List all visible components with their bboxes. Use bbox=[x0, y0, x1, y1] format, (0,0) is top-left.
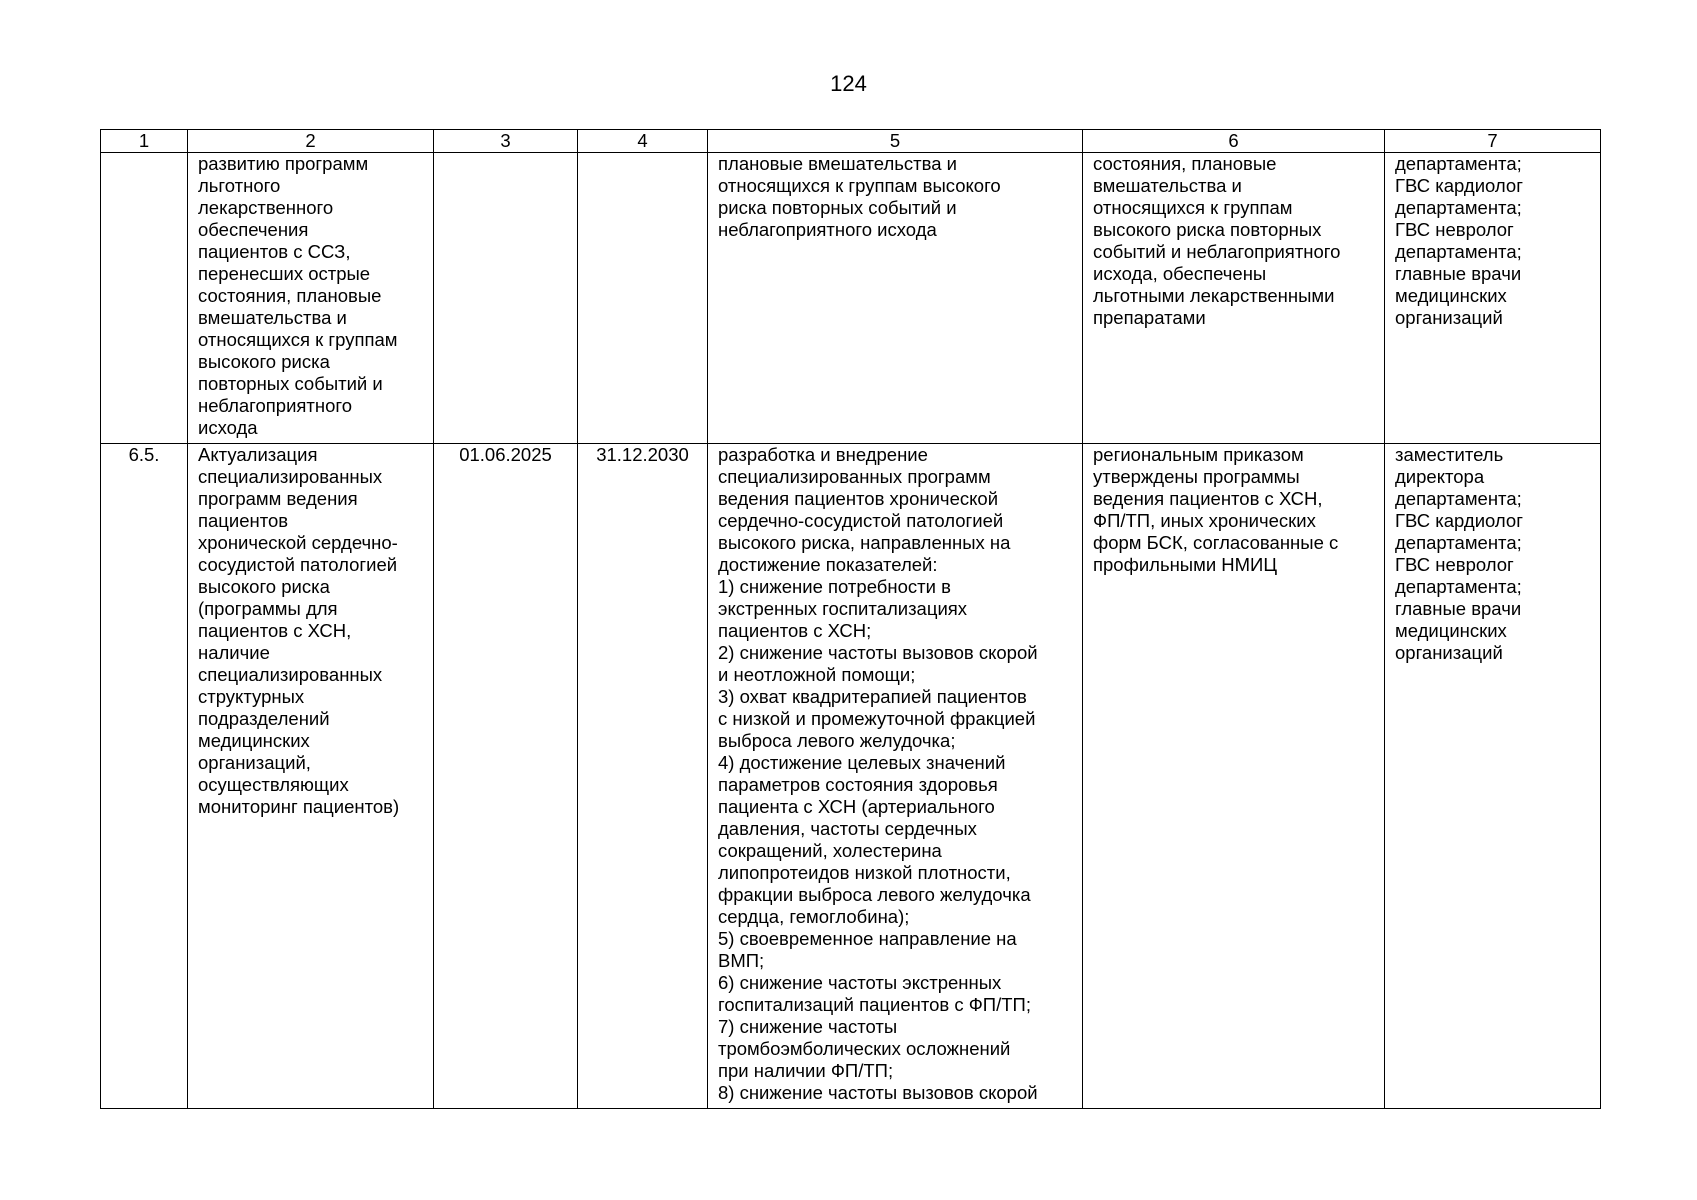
responsible-cell: заместитель директора департамента; ГВС кардиолог департамента; ГВС невролог департамента; главные врачи медицинских организаций bbox=[1385, 444, 1601, 1109]
measure-name-cell: развитию программ льготного лекарственного обеспечения пациентов с ССЗ, перенесших острые состояния, плановые вмешательства и относящихся к группам высокого риска повторных событий и неблагоприятного исхода bbox=[188, 153, 434, 444]
result-cell: региональным приказом утверждены программы ведения пациентов с ХСН, ФП/ТП, иных хронических форм БСК, согласованные с профильными НМИЦ bbox=[1083, 444, 1385, 1109]
column-header: 1 bbox=[101, 130, 188, 153]
table-row bbox=[101, 153, 1601, 444]
end-date-cell bbox=[578, 153, 708, 444]
column-header: 6 bbox=[1083, 130, 1385, 153]
description-cell: плановые вмешательства и относящихся к группам высокого риска повторных событий и неблагоприятного исхода bbox=[708, 153, 1083, 444]
page-number: 124 bbox=[830, 71, 867, 96]
result-cell: состояния, плановые вмешательства и относящихся к группам высокого риска повторных событий и неблагоприятного исхода, обеспечены льготными лекарственными препаратами bbox=[1083, 153, 1385, 444]
column-header: 7 bbox=[1385, 130, 1601, 153]
measure-name-cell: Актуализация специализированных программ ведения пациентов хронической сердечно- сосудистой патологией высокого риска (программы для пациентов с ХСН, наличие специализированных структурных подразделений медицинских организаций, осуществляющих мониторинг пациентов) bbox=[188, 444, 434, 1109]
description-cell: разработка и внедрение специализированных программ ведения пациентов хронической сердечно-сосудистой патологией высокого риска, направленных на достижение показателей: 1) снижение потребности в экстренных госпитализациях пациентов с ХСН; 2) снижение частоты вызовов скорой и неотложной помощи; 3) охват квадритерапией пациентов с низкой и промежуточной фракцией выброса левого желудочка; 4) достижение целевых значений параметров состояния здоровья пациента с ХСН (артериального давления, частоты сердечных сокращений, холестерина липопротеидов низкой плотности, фракции выброса левого желудочка сердца, гемоглобина); 5) своевременное направление на ВМП; 6) снижение частоты экстренных госпитализаций пациентов с ФП/ТП; 7) снижение частоты тромбоэмболических осложнений при наличии ФП/ТП; 8) снижение частоты вызовов скорой bbox=[708, 444, 1083, 1109]
start-date-cell bbox=[434, 153, 578, 444]
column-header: 4 bbox=[578, 130, 708, 153]
column-header: 5 bbox=[708, 130, 1083, 153]
column-header: 3 bbox=[434, 130, 578, 153]
measures-table bbox=[100, 129, 1601, 1109]
column-number-row bbox=[101, 130, 1601, 153]
table-row bbox=[101, 444, 1601, 1109]
item-number-cell bbox=[101, 153, 188, 444]
column-header: 2 bbox=[188, 130, 434, 153]
responsible-cell: департамента; ГВС кардиолог департамента; ГВС невролог департамента; главные врачи медицинских организаций bbox=[1385, 153, 1601, 444]
item-number-cell: 6.5. bbox=[101, 444, 188, 1109]
start-date-cell: 01.06.2025 bbox=[434, 444, 578, 1109]
end-date-cell: 31.12.2030 bbox=[578, 444, 708, 1109]
